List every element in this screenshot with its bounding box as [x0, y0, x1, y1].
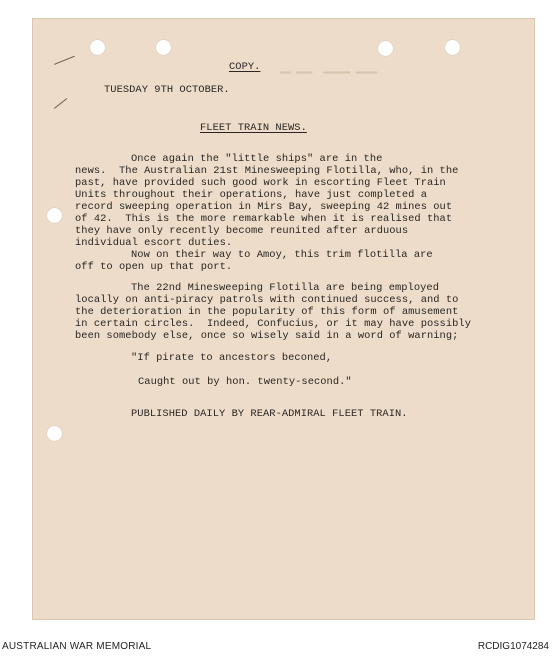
pencil-mark-top: [54, 56, 75, 65]
punch-hole-3: [378, 41, 393, 56]
paragraph1-line-6: of 42. This is the more remarkable when it is realised that: [75, 213, 453, 225]
heading: COPY.: [229, 61, 261, 73]
paragraph3-line-3: the deterioration in the popularity of this form of amusement: [75, 306, 459, 318]
paragraph3-line-2: locally on anti-piracy patrols with continued success, and to: [75, 294, 459, 306]
footer-institution: AUSTRALIAN WAR MEMORIAL: [2, 641, 152, 652]
verse-line-1: "If pirate to ancestors beconed,: [131, 352, 333, 364]
pencil-mark-bottom: [54, 98, 67, 109]
paragraph1-line-1: Once again the "little ships" are in the: [131, 153, 383, 165]
punch-hole-4: [445, 40, 460, 55]
punch-hole-5: [47, 208, 62, 223]
date-line: TUESDAY 9TH OCTOBER.: [104, 84, 230, 96]
verse-line-2: Caught out by hon. twenty-second.": [138, 376, 352, 388]
paragraph3-line-5: been somebody else, once so wisely said in a word of warning;: [75, 330, 459, 342]
paragraph2-line-2: off to open up that port.: [75, 261, 233, 273]
footer-catalogue-id: RCDIG1074284: [477, 641, 549, 652]
paragraph1-line-4: Units throughout their operations, have just completed a: [75, 189, 427, 201]
show-through-text: ▬▬ ▬▬▬ ▬▬▬▬▬ ▬▬▬▬: [280, 67, 378, 77]
paragraph3-line-4: in certain circles. Indeed, Confucius, or it may have possibly: [75, 318, 471, 330]
paragraph1-line-7: they have only recently become reunited after arduous: [75, 225, 409, 237]
paragraph1-line-3: past, have provided such good work in escorting Fleet Train: [75, 177, 446, 189]
paragraph2-line-1: Now on their way to Amoy, this trim flotilla are: [131, 249, 433, 261]
punch-hole-6: [47, 426, 62, 441]
title: FLEET TRAIN NEWS.: [200, 122, 307, 134]
paragraph1-line-5: record sweeping operation in Mirs Bay, sweeping 42 mines out: [75, 201, 453, 213]
punch-hole-2: [156, 40, 171, 55]
punch-hole-1: [90, 40, 105, 55]
paragraph3-line-1: The 22nd Minesweeping Flotilla are being employed: [131, 282, 439, 294]
paragraph1-line-8: individual escort duties.: [75, 237, 233, 249]
paragraph1-line-2: news. The Australian 21st Minesweeping Flotilla, who, in the: [75, 165, 459, 177]
signoff: PUBLISHED DAILY BY REAR-ADMIRAL FLEET TRAIN.: [131, 408, 408, 420]
